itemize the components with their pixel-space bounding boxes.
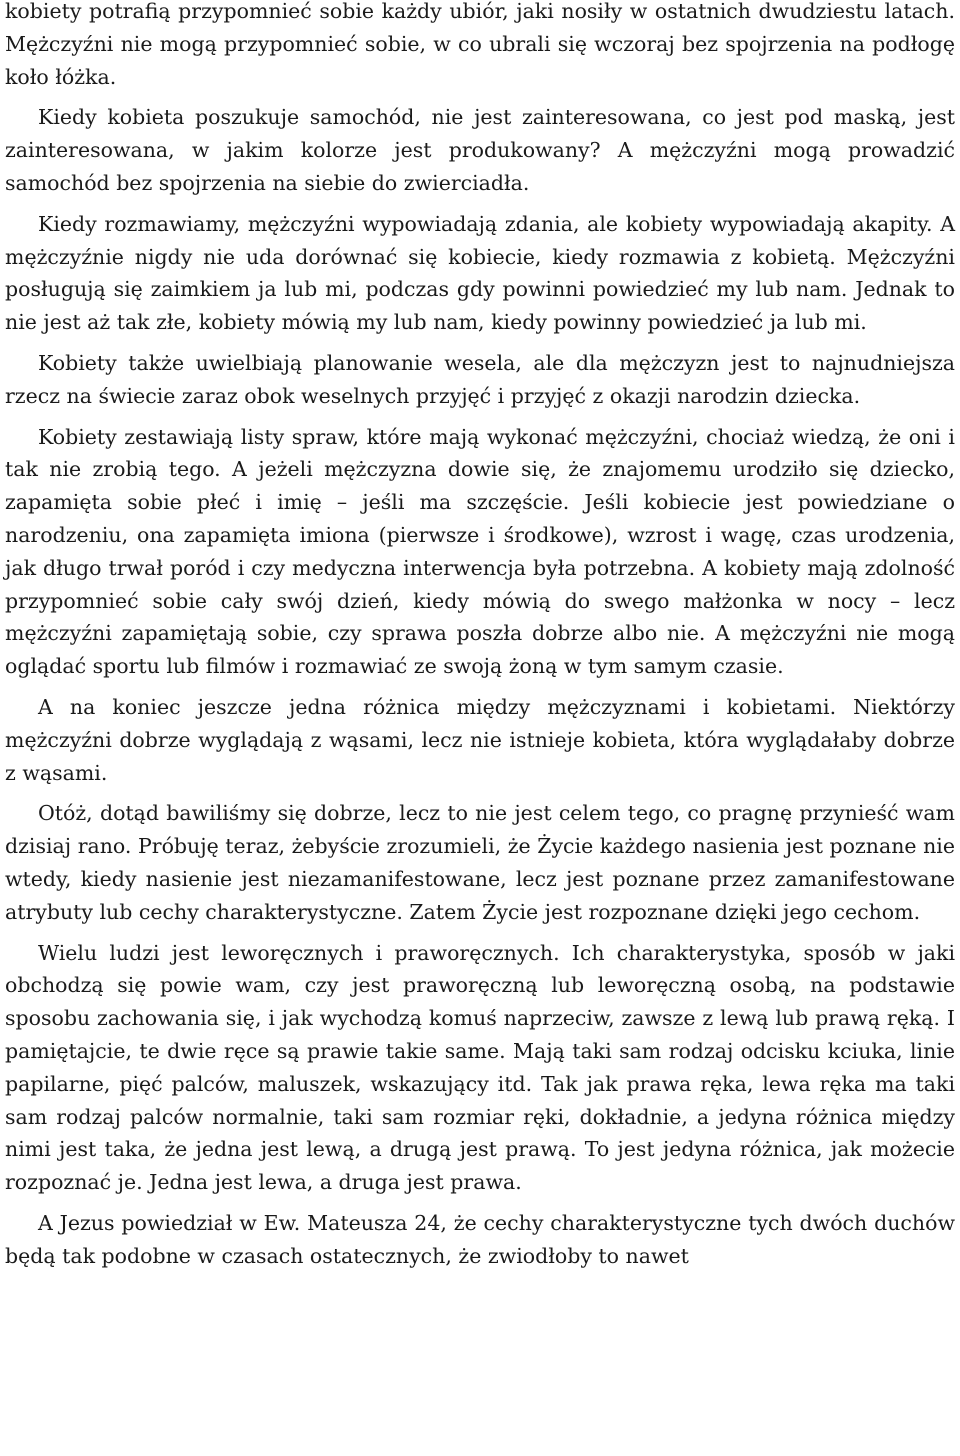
paragraph-clothing-memory: kobiety potrafią przypomnieć sobie każdy ubiór, jaki nosiły w ostatnich dwudziestu latach. Mężczyźni nie mogą przypomnieć sobie, w co ubrali się wczoraj bez spojrzenia na podłogę koło łóżka. xyxy=(5,0,955,89)
paragraph-seed-life: Otóż, dotąd bawiliśmy się dobrze, lecz to nie jest celem tego, co pragnę przynieść wam dzisiaj rano. Próbuję teraz, żebyście zrozumieli, że Życie każdego nasienia jest poznane nie wtedy, kiedy nasienie jest niezamanifestowane, lecz jest poznane przez zamanifestowane atrybuty lub cechy charakterystyczne. Zatem Życie jest rozpoznane dzięki jego cechom. xyxy=(5,801,955,924)
paragraph-moustache: A na koniec jeszcze jedna różnica między mężczyznami i kobietami. Niektórzy mężczyźni dobrze wyglądają z wąsami, lecz nie istnieje kobieta, która wyglądałaby dobrze z wąsami. xyxy=(5,694,955,785)
document-page xyxy=(5,0,955,1280)
paragraph-handedness: Wielu ludzi jest leworęcznych i praworęcznych. Ich charakterystyka, sposób w jaki obchodzą się powie wam, czy jest praworęczną lub leworęczną osobą, na podstawie sposobu zachowania się, i jak wychodzą komuś naprzeciw, zawsze z lewą lub prawą ręką. I pamiętajcie, te dwie ręce są prawie takie same. Mają taki sam rodzaj odcisku kciuka, linie papilarne, pięć palców, maluszek, wskazujący itd. Tak jak prawa ręka, lewa ręka ma taki sam rodzaj palców normalnie, taki sam rozmiar ręki, dokładnie, a jedyna różnica między nimi jest taka, że jedna jest lewą, a drugą jest prawą. To jest jedyna różnica, jak możecie rozpoznać je. Jedna jest lewa, a druga jest prawa. xyxy=(5,940,955,1195)
paragraph-lists: Kobiety zestawiają listy spraw, które mają wykonać mężczyźni, chociaż wiedzą, że oni i tak nie zrobią tego. A jeżeli mężczyzna dowie się, że znajomemu urodziło się dziecko, zapamięta sobie płeć i imię – jeśli ma szczęście. Jeśli kobiecie jest powiedziane o narodzeniu, ona zapamięta imiona (pierwsze i środkowe), wzrost i wagę, czas urodzenia, jak długo trwał poród i czy medyczna interwencja była potrzebna. A kobiety mają zdolność przypomnieć sobie cały swój dzień, kiedy mówią do swego małżonka w nocy – lecz mężczyźni zapamiętają sobie, czy sprawa poszła dobrze albo nie. A mężczyźni nie mogą oglądać sportu lub filmów i rozmawiać ze swoją żoną w tym samym czasie. xyxy=(5,424,955,679)
paragraph-wedding: Kobiety także uwielbiają planowanie wesela, ale dla mężczyzn jest to najnudniejsza rzecz na świecie zaraz obok weselnych przyjęć i przyjęć z okazji narodzin dziecka. xyxy=(5,350,955,408)
paragraph-car: Kiedy kobieta poszukuje samochód, nie jest zainteresowana, co jest pod maską, jest zainteresowana, w jakim kolorze jest produkowany? A mężczyźni mogą prowadzić samochód bez spojrzenia na siebie do zwierciadła. xyxy=(5,105,955,195)
paragraph-conversation: Kiedy rozmawiamy, mężczyźni wypowiadają zdania, ale kobiety wypowiadają akapity. A mężczyźnie nigdy nie uda dorównać się kobiecie, kiedy rozmawia z kobietą. Mężczyźni posługują się zaimkiem ja lub mi, podczas gdy powinni powiedzieć my lub nam. Jednak to nie jest aż tak złe, kobiety mówią my lub nam, kiedy powinny powiedzieć ja lub mi. xyxy=(5,211,955,335)
paragraph-matthew-24: A Jezus powiedział w Ew. Mateusza 24, że cechy charakterystyczne tych dwóch duchów będą tak podobne w czasach ostatecznych, że zwiodłoby to nawet xyxy=(5,1210,955,1268)
